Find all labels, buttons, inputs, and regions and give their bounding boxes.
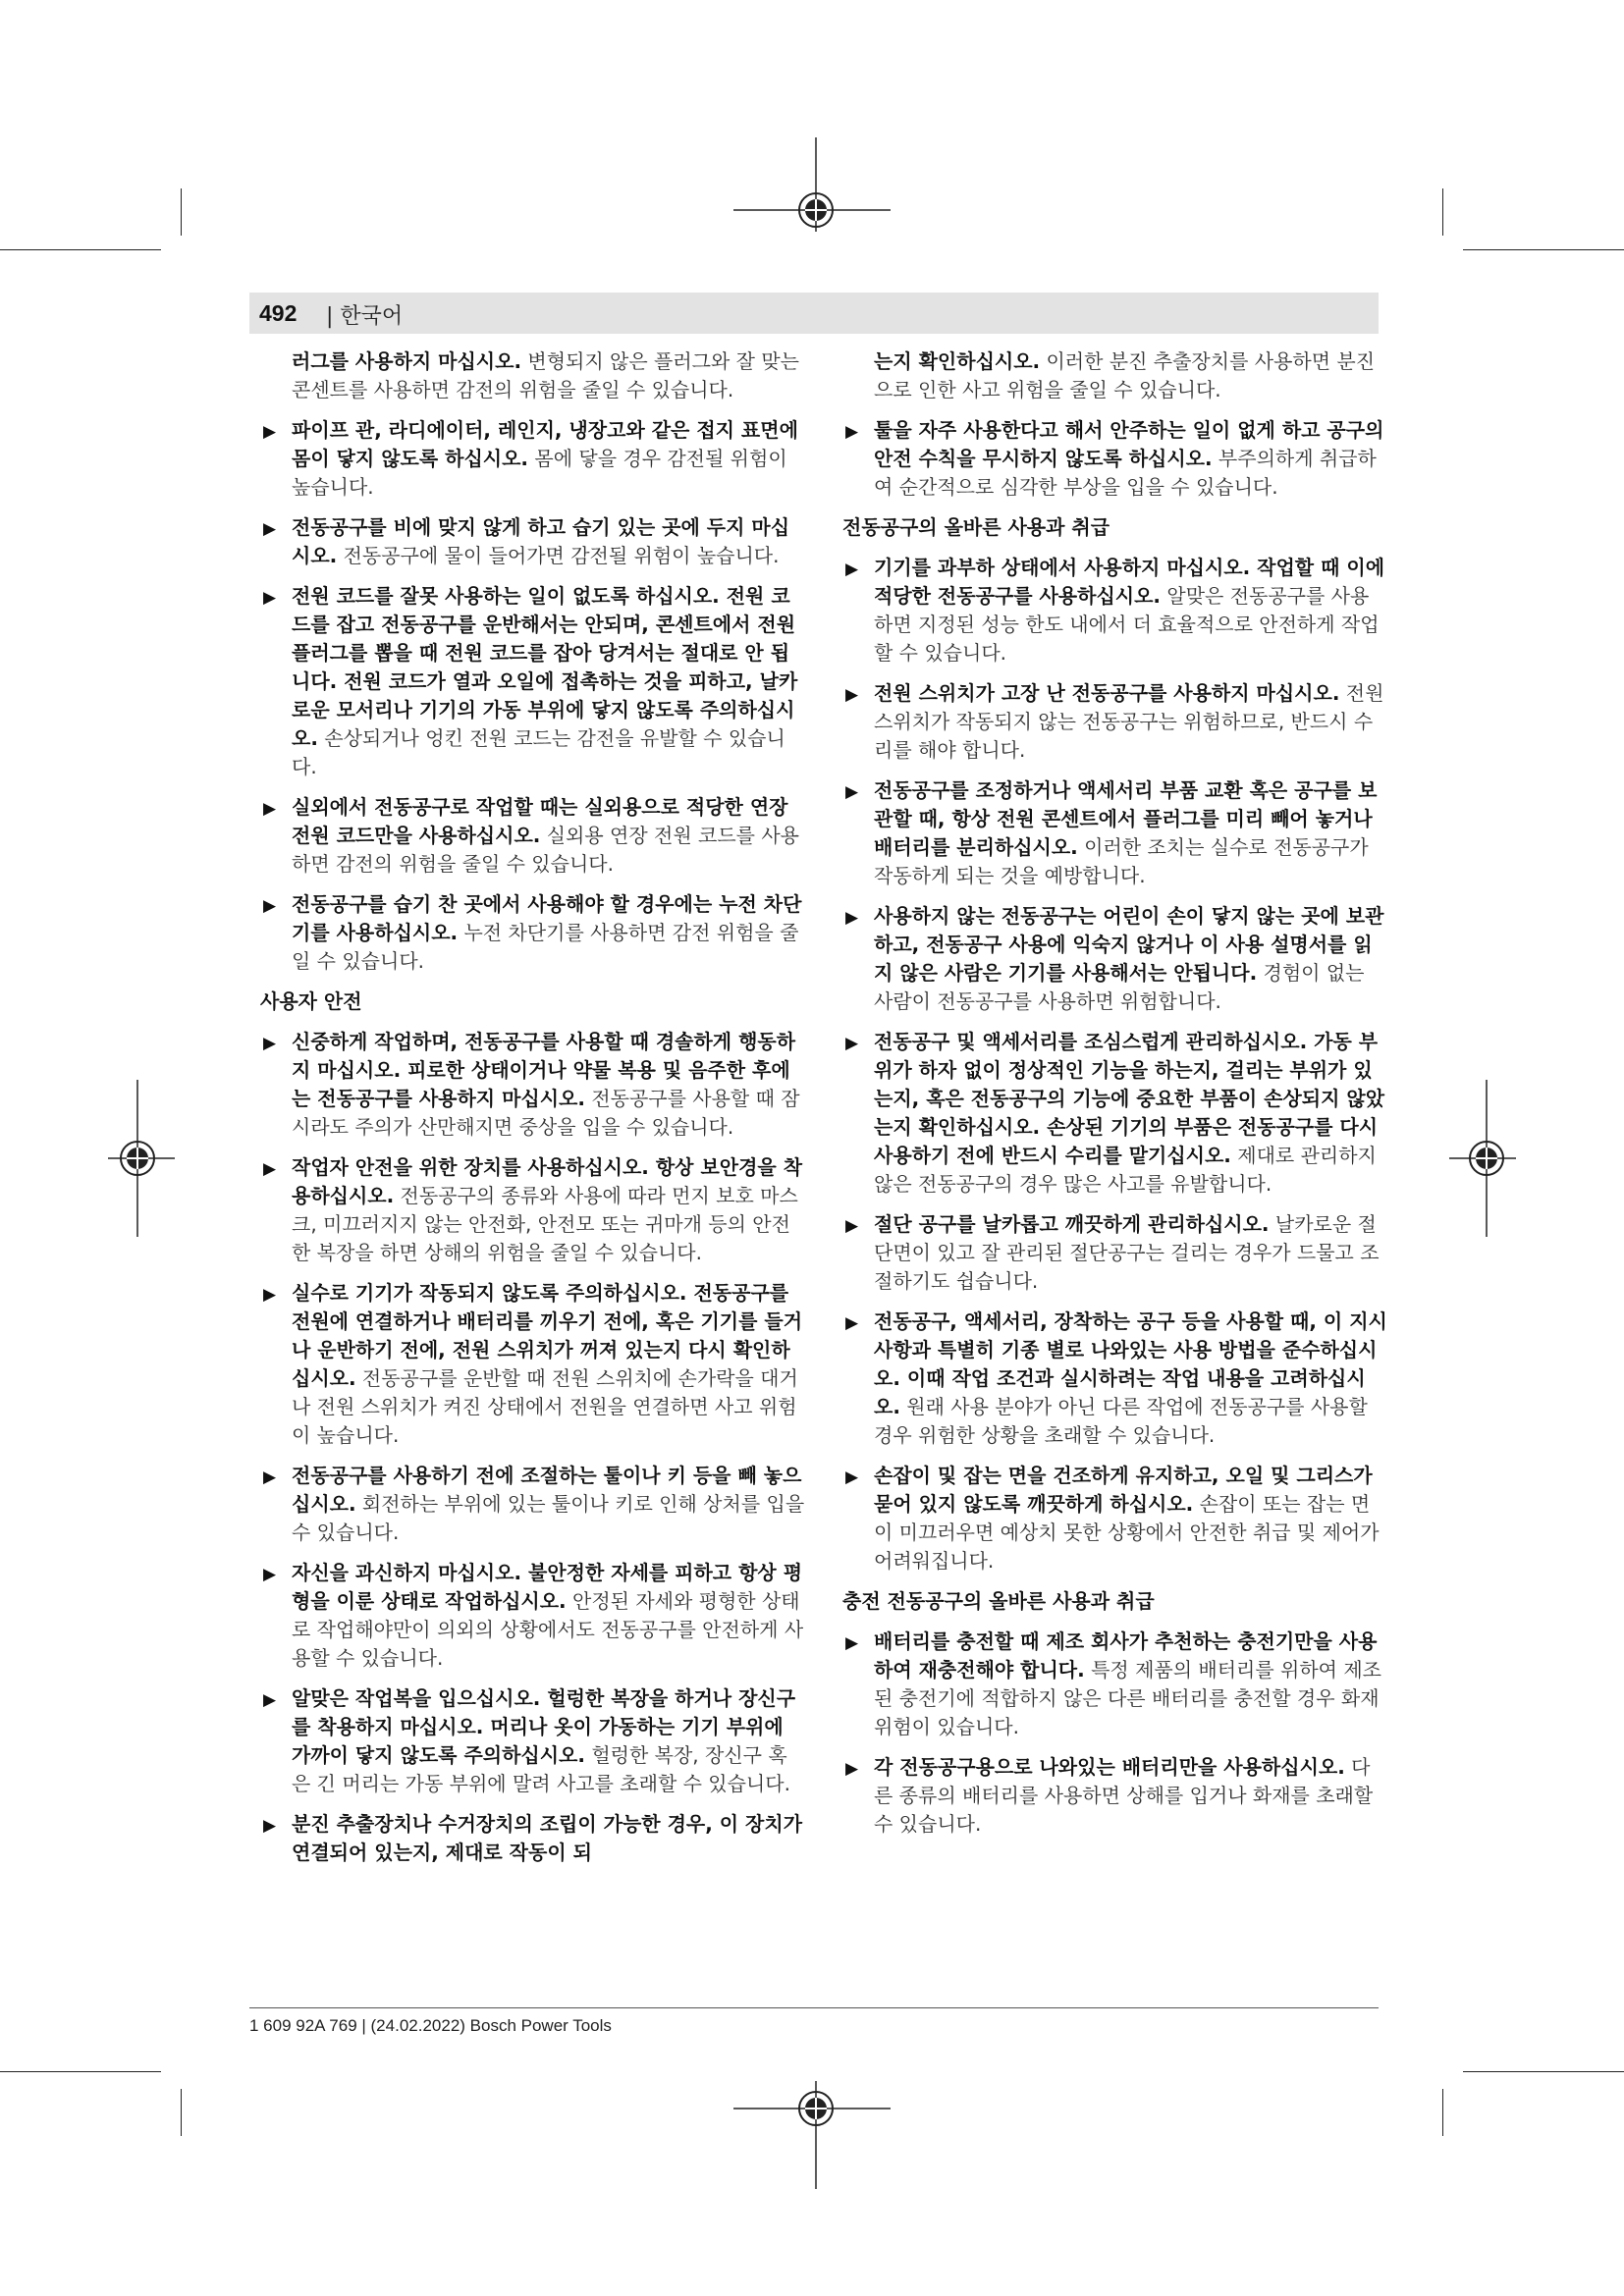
instruction-bold-text: 절단 공구를 날카롭고 깨끗하게 관리하십시오. [874,1212,1270,1236]
bullet-arrow-icon: ▶ [845,1633,859,1653]
instruction-explanation-text: 경험이 없는 사람이 전동공구를 사용하면 위험합니다. [874,961,1365,1013]
instruction-explanation-text: 특정 제품의 배터리를 위하여 제조된 충전기에 적합하지 않은 다른 배터리를 충전할 경우 화재 위험이 있습니다. [874,1658,1382,1738]
bullet-arrow-icon: ▶ [263,1690,277,1710]
instruction-bold-text: 전동공구를 비에 맞지 않게 하고 습기 있는 곳에 두지 마십시오. [292,515,790,567]
instruction-explanation-text: 다른 종류의 배터리를 사용하면 상해를 입거나 화재를 초래할 수 있습니다. [874,1755,1374,1836]
instruction-bold-text: 배터리를 충전할 때 제조 회사가 추천하는 충전기만을 사용하여 재충전해야 합니다. [874,1629,1378,1682]
instruction-explanation-text: 누전 차단기를 사용하면 감전 위험을 줄일 수 있습니다. [292,921,799,973]
safety-bullet-item [260,793,805,879]
instruction-bold-text: 실외에서 전동공구로 작업할 때는 실외용으로 적당한 연장 전원 코드만을 사용하십시오. [292,795,788,847]
instruction-explanation-text: 안정된 자세와 평형한 상태로 작업해야만이 의외의 상황에서도 전동공구를 안전하게 사용할 수 있습니다. [292,1589,804,1670]
bullet-arrow-icon: ▶ [845,685,859,705]
instruction-explanation-text: 몸에 닿을 경우 감전될 위험이 높습니다. [292,447,787,499]
instruction-bold-text: 전동공구 및 액세서리를 조심스럽게 관리하십시오. 가동 부위가 하자 없이 정상적인 기능을 하는지, 걸리는 부위가 있는지, 혹은 전동공구의 기능에 중요한 부품이 손상되지 않았는지 확인하십시오. 손상된 기기의 부품은 전동공구를 다시 사용하기 전에 반드시 수리를 맡기십시오. [874,1030,1385,1167]
instruction-explanation-text: 손상되거나 엉킨 전원 코드는 감전을 유발할 수 있습니다. [292,726,785,778]
instruction-bold-text: 러그를 사용하지 마십시오. [292,349,522,373]
safety-bullet-item [260,1153,805,1267]
bullet-arrow-icon: ▶ [845,422,859,442]
crop-mark [1463,249,1624,250]
instruction-bold-text: 손잡이 및 잡는 면을 건조하게 유지하고, 오일 및 그리스가 묻어 있지 않도록 깨끗하게 하십시오. [874,1464,1373,1516]
instruction-explanation-text: 변형되지 않은 플러그와 잘 맞는 콘센트를 사용하면 감전의 위험을 줄일 수 있습니다. [292,349,799,401]
bullet-arrow-icon: ▶ [263,896,277,916]
instruction-explanation-text: 전동공구를 운반할 때 전원 스위치에 손가락을 대거나 전원 스위치가 켜진 상태에서 전원을 연결하면 사고 위험이 높습니다. [292,1366,798,1447]
bullet-arrow-icon: ▶ [845,1468,859,1487]
crop-mark [0,249,161,250]
safety-bullet-item [842,1028,1387,1199]
right-column [842,347,1387,1850]
instruction-bold-text: 알맞은 작업복을 입으십시오. 헐렁한 복장을 하거나 장신구를 착용하지 마십시오. 머리나 옷이 가동하는 기기 부위에 가까이 닿지 않도록 주의하십시오. [292,1686,796,1767]
instruction-explanation-text: 전동공구의 종류와 사용에 따라 먼지 보호 마스크, 미끄러지지 않는 안전화, 안전모 또는 귀마개 등의 안전한 복장을 하면 상해의 위험을 줄일 수 있습니다. [292,1184,798,1264]
safety-bullet-item [842,1753,1387,1839]
safety-bullet-item [260,582,805,781]
safety-bullet-item [260,513,805,570]
bullet-arrow-icon: ▶ [263,799,277,819]
safety-bullet-item [842,679,1387,765]
instruction-bold-text: 사용하지 않는 전동공구는 어린이 손이 닿지 않는 곳에 보관하고, 전동공구 사용에 익숙지 않거나 이 사용 설명서를 읽지 않은 사람은 기기를 사용해서는 안됩니다. [874,904,1384,985]
crop-mark [1442,2089,1443,2136]
safety-bullet-item [260,1810,805,1867]
bullet-arrow-icon: ▶ [845,1216,859,1236]
bullet-arrow-icon: ▶ [845,1313,859,1333]
bullet-arrow-icon: ▶ [845,560,859,579]
continued-paragraph [842,347,1387,404]
instruction-explanation-text: 원래 사용 분야가 아닌 다른 작업에 전동공구를 사용할 경우 위험한 상황을 초래할 수 있습니다. [874,1395,1368,1447]
instruction-bold-text: 각 전동공구용으로 나와있는 배터리만을 사용하십시오. [874,1755,1345,1779]
page-language: | 한국어 [326,304,404,329]
registration-mark-left [98,1080,177,1237]
instruction-explanation-text: 전원 스위치가 작동되지 않는 전동공구는 위험하므로, 반드시 수리를 해야 합니다. [874,681,1384,762]
crop-mark [0,2071,161,2072]
page-header [249,293,1379,334]
safety-bullet-item [260,1028,805,1142]
instruction-explanation-text: 전동공구를 사용할 때 잠시라도 주의가 산만해지면 중상을 입을 수 있습니다. [292,1087,800,1139]
bullet-arrow-icon: ▶ [263,519,277,539]
instruction-bold-text: 파이프 관, 라디에이터, 레인지, 냉장고와 같은 접지 표면에 몸이 닿지 않도록 하십시오. [292,418,798,470]
instruction-bold-text: 전동공구, 액세서리, 장착하는 공구 등을 사용할 때, 이 지시 사항과 특별히 기종 별로 나와있는 사용 방법을 준수하십시오. 이때 작업 조건과 실시하려는 작업 내용을 고려하십시오. [874,1309,1387,1418]
crop-mark [1442,188,1443,236]
instruction-explanation-text: 전동공구에 물이 들어가면 감전될 위험이 높습니다. [337,544,780,567]
safety-bullet-item [842,554,1387,667]
section-heading: 사용자 안전 [260,989,362,1013]
instruction-explanation-text: 이러한 조치는 실수로 전동공구가 작동하게 되는 것을 예방합니다. [874,835,1369,887]
crop-mark [1463,2071,1624,2072]
instruction-bold-text: 신중하게 작업하며, 전동공구를 사용할 때 경솔하게 행동하지 마십시오. 피로한 상태이거나 약물 복용 및 음주한 후에는 전동공구를 사용하지 마십시오. [292,1030,796,1110]
safety-bullet-item [842,1308,1387,1450]
footer-divider [249,2007,1379,2008]
instruction-explanation-text: 제대로 관리하지 않은 전동공구의 경우 많은 사고를 유발합니다. [874,1144,1377,1196]
safety-bullet-item [842,416,1387,502]
registration-mark-right [1447,1080,1526,1237]
bullet-arrow-icon: ▶ [263,1565,277,1584]
bullet-arrow-icon: ▶ [263,1816,277,1836]
instruction-bold-text: 자신을 과신하지 마십시오. 불안정한 자세를 피하고 항상 평형을 이룬 상태로 작업하십시오. [292,1561,803,1613]
bullet-arrow-icon: ▶ [263,1285,277,1305]
bullet-arrow-icon: ▶ [845,908,859,928]
continued-paragraph [260,347,805,404]
instruction-bold-text: 전원 코드를 잘못 사용하는 일이 없도록 하십시오. 전원 코드를 잡고 전동공구를 운반해서는 안되며, 콘센트에서 전원 플러그를 뽑을 때 전원 코드를 잡아 당겨서는 절대로 안 됩니다. 전원 코드가 열과 오일에 접촉하는 것을 피하고, 날카로운 모서리나 기기의 가동 부위에 닿지 않도록 주의하십시오. [292,584,798,750]
page-number: 492 [259,300,298,326]
section-heading: 충전 전동공구의 올바른 사용과 취급 [842,1589,1155,1613]
bullet-arrow-icon: ▶ [263,1468,277,1487]
safety-bullet-item [842,1462,1387,1575]
instruction-explanation-text: 부주의하게 취급하여 순간적으로 심각한 부상을 입을 수 있습니다. [874,447,1377,499]
left-column [260,347,805,1879]
safety-bullet-item [842,902,1387,1016]
safety-bullet-item [260,1559,805,1673]
bullet-arrow-icon: ▶ [263,1159,277,1179]
instruction-bold-text: 분진 추출장치나 수거장치의 조립이 가능한 경우, 이 장치가 연결되어 있는지, 제대로 작동이 되 [292,1812,803,1864]
instruction-explanation-text: 헐렁한 복장, 장신구 혹은 긴 머리는 가동 부위에 말려 사고를 초래할 수 있습니다. [292,1743,790,1795]
instruction-bold-text: 전원 스위치가 고장 난 전동공구를 사용하지 마십시오. [874,681,1340,705]
instruction-bold-text: 실수로 기기가 작동되지 않도록 주의하십시오. 전동공구를 전원에 연결하거나 배터리를 끼우기 전에, 혹은 기기를 들거나 운반하기 전에, 전원 스위치가 꺼져 있는지 다시 확인하십시오. [292,1281,803,1390]
crop-mark [181,188,182,236]
instruction-bold-text: 작업자 안전을 위한 장치를 사용하십시오. 항상 보안경을 착용하십시오. [292,1155,803,1207]
safety-bullet-item [260,1279,805,1450]
instruction-bold-text: 툴을 자주 사용한다고 해서 안주하는 일이 없게 하고 공구의 안전 수칙을 무시하지 않도록 하십시오. [874,418,1384,470]
bullet-arrow-icon: ▶ [263,422,277,442]
instruction-bold-text: 전동공구를 습기 찬 곳에서 사용해야 할 경우에는 누전 차단기를 사용하십시오. [292,892,802,944]
safety-bullet-item [260,416,805,502]
instruction-bold-text: 전동공구를 조정하거나 액세서리 부품 교환 혹은 공구를 보관할 때, 항상 전원 콘센트에서 플러그를 미리 빼어 놓거나 배터리를 분리하십시오. [874,778,1378,859]
instruction-explanation-text: 실외용 연장 전원 코드를 사용하면 감전의 위험을 줄일 수 있습니다. [292,824,800,876]
registration-mark-top [733,137,891,265]
bullet-arrow-icon: ▶ [845,782,859,802]
safety-bullet-item [842,1628,1387,1741]
crop-mark [181,2089,182,2136]
bullet-arrow-icon: ▶ [263,588,277,608]
safety-bullet-item [260,1684,805,1798]
instruction-explanation-text: 손잡이 또는 잡는 면이 미끄러우면 예상치 못한 상황에서 안전한 취급 및 제어가 어려워집니다. [874,1492,1380,1573]
instruction-explanation-text: 이러한 분진 추출장치를 사용하면 분진으로 인한 사고 위험을 줄일 수 있습니다. [874,349,1376,401]
instruction-explanation-text: 회전하는 부위에 있는 툴이나 키로 인해 상처를 입을 수 있습니다. [292,1492,805,1544]
section-heading: 전동공구의 올바른 사용과 취급 [842,515,1110,539]
bullet-arrow-icon: ▶ [263,1034,277,1053]
safety-bullet-item [260,1462,805,1547]
instruction-bold-text: 는지 확인하십시오. [874,349,1041,373]
instruction-bold-text: 기기를 과부하 상태에서 사용하지 마십시오. 작업할 때 이에 적당한 전동공구를 사용하십시오. [874,556,1385,608]
instruction-bold-text: 전동공구를 사용하기 전에 조절하는 툴이나 키 등을 빼 놓으십시오. [292,1464,802,1516]
registration-mark-bottom [733,2061,891,2189]
safety-bullet-item [842,776,1387,890]
bullet-arrow-icon: ▶ [845,1759,859,1779]
instruction-explanation-text: 알맞은 전동공구를 사용하면 지정된 성능 한도 내에서 더 효율적으로 안전하게 작업할 수 있습니다. [874,584,1380,665]
bullet-arrow-icon: ▶ [845,1034,859,1053]
safety-bullet-item [260,890,805,976]
footer-text: 1 609 92A 769 | (24.02.2022) Bosch Power Tools [249,2016,612,2035]
instruction-explanation-text: 날카로운 절단면이 있고 잘 관리된 절단공구는 걸리는 경우가 드물고 조절하기도 쉽습니다. [874,1212,1380,1293]
safety-bullet-item [842,1210,1387,1296]
